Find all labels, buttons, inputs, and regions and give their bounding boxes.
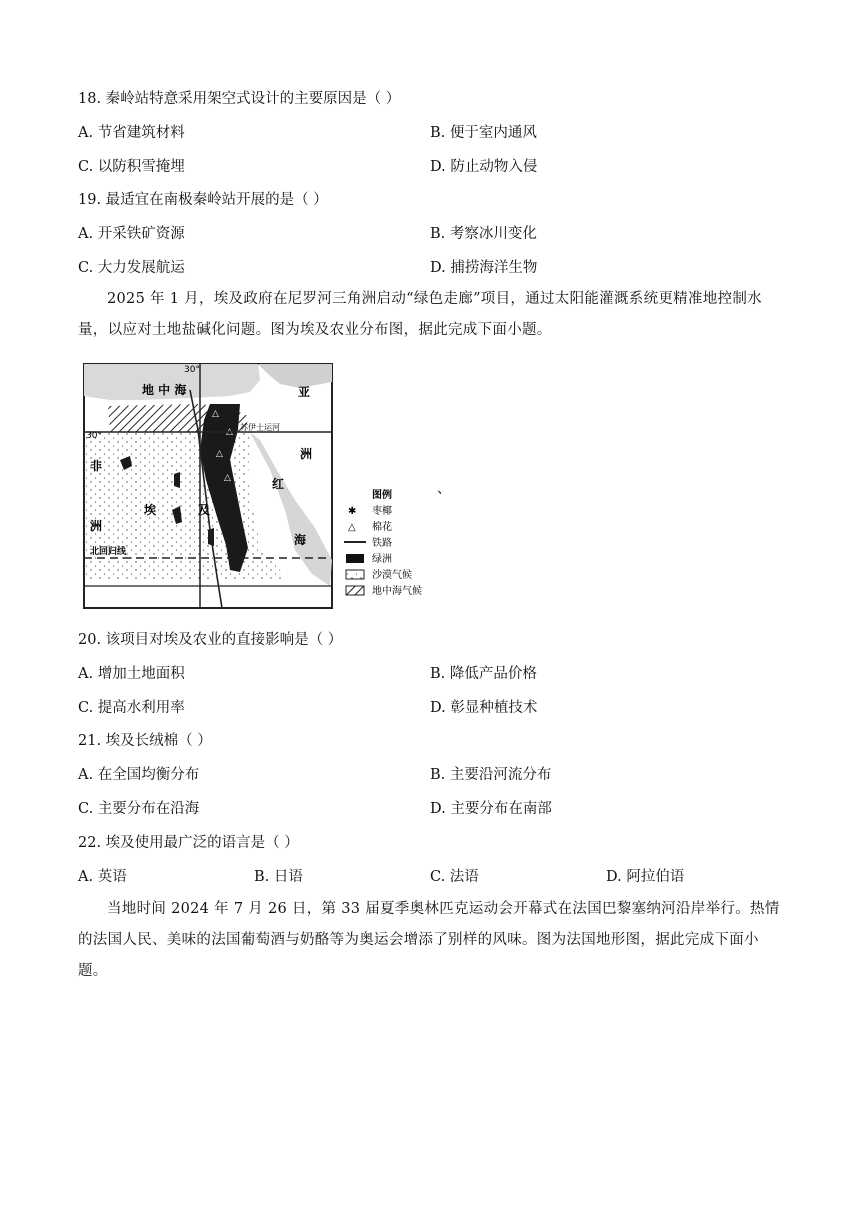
question-18-stem: 18. 秦岭站特意采用架空式设计的主要原因是（ ） bbox=[78, 91, 401, 107]
q18-option-a: A. 节省建筑材料 bbox=[78, 125, 185, 141]
q21-option-b: B. 主要沿河流分布 bbox=[430, 767, 552, 783]
q19-option-a: A. 开采铁矿资源 bbox=[78, 226, 185, 242]
q19-option-c: C. 大力发展航运 bbox=[78, 260, 185, 276]
egypt-agriculture-map bbox=[80, 360, 440, 612]
legend-item: 棉花 bbox=[372, 522, 392, 533]
q20-option-c: C. 提高水利用率 bbox=[78, 700, 185, 716]
suez-canal-label: 苏伊士运河 bbox=[240, 423, 280, 432]
q22-option-a: A. 英语 bbox=[78, 869, 127, 885]
legend-item: 地中海气候 bbox=[372, 586, 422, 597]
france-passage: 当地时间 2024 年 7 月 26 日，第 33 届夏季奥林匹克运动会开幕式在法国巴黎塞纳河沿岸举行。热情的法国人民、美味的法国葡萄酒与奶酪等为奥运会增添了别样的风味。图为法国地形图，据此完成下面小题。 bbox=[78, 901, 780, 979]
q21-option-c: C. 主要分布在沿海 bbox=[78, 801, 200, 817]
q18-option-b: B. 便于室内通风 bbox=[430, 125, 537, 141]
q19-option-b: B. 考察冰川变化 bbox=[430, 226, 537, 242]
question-22-stem: 22. 埃及使用最广泛的语言是（ ） bbox=[78, 835, 299, 851]
cotton-icon: △ bbox=[212, 409, 219, 419]
map-lat-left-label: 30° bbox=[86, 431, 102, 441]
legend-item: 沙漠气候 bbox=[372, 570, 412, 581]
question-21-stem: 21. 埃及长绒棉（ ） bbox=[78, 733, 212, 749]
q18-option-c: C. 以防积雪掩埋 bbox=[78, 159, 185, 175]
cotton-icon: △ bbox=[348, 522, 356, 533]
q22-option-b: B. 日语 bbox=[254, 869, 303, 885]
q20-option-d: D. 彰显种植技术 bbox=[430, 700, 538, 716]
q21-option-d: D. 主要分布在南部 bbox=[430, 801, 552, 817]
legend-item: 枣椰 bbox=[372, 506, 392, 517]
red-sea-label-1: 红 bbox=[272, 477, 285, 491]
q22-option-c: C. 法语 bbox=[430, 869, 479, 885]
desert-legend-icon bbox=[346, 570, 364, 579]
question-20-stem: 20. 该项目对埃及农业的直接影响是（ ） bbox=[78, 632, 343, 648]
africa-label-1: 非 bbox=[90, 459, 103, 473]
legend-item: 铁路 bbox=[372, 538, 392, 549]
cotton-icon: △ bbox=[226, 427, 233, 437]
legend-item: 绿洲 bbox=[372, 554, 392, 565]
q21-option-a: A. 在全国均衡分布 bbox=[78, 767, 200, 783]
asia-label-1: 亚 bbox=[298, 385, 311, 399]
stray-mark: 、 bbox=[437, 481, 451, 497]
date-palm-icon: ✱ bbox=[348, 506, 357, 517]
map-lat-top-label: 30° bbox=[184, 365, 200, 375]
mediterranean-label: 地 中 海 bbox=[142, 383, 187, 397]
map-legend bbox=[344, 488, 422, 597]
africa-label-2: 洲 bbox=[90, 519, 103, 533]
q20-option-b: B. 降低产品价格 bbox=[430, 666, 537, 682]
legend-title: 图例 bbox=[372, 490, 392, 501]
question-19-stem: 19. 最适宜在南极秦岭站开展的是（ ） bbox=[78, 192, 328, 208]
q18-option-d: D. 防止动物入侵 bbox=[430, 159, 538, 175]
q22-option-d: D. 阿拉伯语 bbox=[606, 869, 685, 885]
egypt-label-2: 及 bbox=[198, 503, 211, 517]
asia-label-2: 洲 bbox=[300, 447, 313, 461]
cotton-icon: △ bbox=[216, 449, 223, 459]
egypt-label-1: 埃 bbox=[144, 503, 157, 517]
oasis bbox=[174, 472, 180, 488]
q20-option-a: A. 增加土地面积 bbox=[78, 666, 185, 682]
oasis-legend-icon bbox=[346, 554, 364, 563]
cotton-icon: △ bbox=[224, 473, 231, 483]
mediterranean-climate-legend-icon bbox=[346, 586, 364, 595]
red-sea-label-2: 海 bbox=[294, 533, 307, 547]
q19-option-d: D. 捕捞海洋生物 bbox=[430, 260, 538, 276]
tropic-label: 北回归线 bbox=[90, 547, 127, 557]
egypt-passage: 2025 年 1 月，埃及政府在尼罗河三角洲启动“绿色走廊”项目，通过太阳能灌溉系统更精准地控制水量，以应对土地盐碱化问题。图为埃及农业分布图，据此完成下面小题。 bbox=[78, 291, 762, 338]
